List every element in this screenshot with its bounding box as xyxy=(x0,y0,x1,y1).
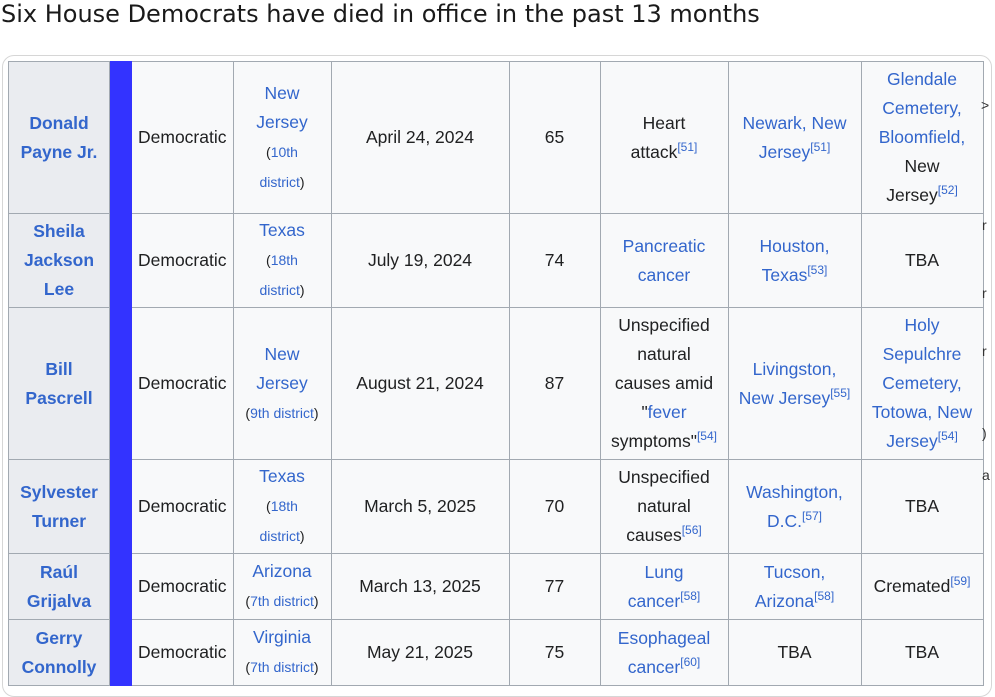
citation-link[interactable]: [55] xyxy=(830,385,851,400)
citation-link[interactable]: [51] xyxy=(677,139,698,154)
table-row xyxy=(9,460,984,554)
table-row xyxy=(9,62,984,214)
citation-link[interactable]: [60] xyxy=(680,654,701,669)
place-link[interactable]: Tucson, Arizona xyxy=(754,561,826,611)
burial-cell xyxy=(861,308,983,460)
citation-link[interactable]: [51] xyxy=(810,139,831,154)
place-of-death-cell: TBA xyxy=(728,620,861,686)
party-color-bar xyxy=(110,214,132,308)
member-name-cell[interactable]: Raúl Grijalva xyxy=(9,554,110,620)
age-cell: 77 xyxy=(509,554,600,620)
cropped-column-glyph: a xyxy=(982,467,990,483)
deaths-table xyxy=(8,61,984,686)
burial-cell: Cremated[59] xyxy=(861,554,983,620)
member-name-cell[interactable]: Sheila Jackson Lee xyxy=(9,214,110,308)
district-link[interactable]: 10th district xyxy=(259,143,300,190)
citation-link[interactable]: [58] xyxy=(814,588,835,603)
place-link[interactable]: Houston, Texas xyxy=(759,235,830,285)
date-of-death-cell: March 13, 2025 xyxy=(331,554,509,620)
age-cell: 87 xyxy=(509,308,600,460)
burial-cell: TBA xyxy=(861,620,983,686)
place-link[interactable]: Livingston, New Jersey xyxy=(738,358,837,408)
post-headline: Six House Democrats have died in office in the past 13 months xyxy=(1,0,760,28)
burial-link[interactable]: Holy Sepulchre Cemetery, Totowa, New Jersey xyxy=(871,315,973,451)
place-link[interactable]: Newark, New Jersey xyxy=(742,112,847,162)
party-cell: Democratic xyxy=(132,460,234,554)
place-link[interactable]: Washington, D.C. xyxy=(746,481,843,531)
cause-cell xyxy=(600,214,728,308)
state-district-cell: New Jersey (9th district) xyxy=(233,308,331,460)
district-link[interactable]: 9th district xyxy=(250,404,314,421)
cause-link[interactable]: Pancreatic cancer xyxy=(622,235,706,285)
member-name-cell[interactable]: Gerry Connolly xyxy=(9,620,110,686)
party-cell: Democratic xyxy=(132,214,234,308)
date-of-death-cell: May 21, 2025 xyxy=(331,620,509,686)
cause-link[interactable]: Esophageal cancer xyxy=(617,627,711,677)
district-link[interactable]: 7th district xyxy=(250,659,314,675)
cause-cell: Heart attack[51] xyxy=(600,62,728,214)
party-color-bar xyxy=(110,62,132,214)
member-name-cell[interactable]: Sylvester Turner xyxy=(9,460,110,554)
party-cell: Democratic xyxy=(132,62,234,214)
party-cell: Democratic xyxy=(132,620,234,686)
table-row xyxy=(9,214,984,308)
state-district-cell: Texas (18th district) xyxy=(233,214,331,308)
citation-link[interactable]: [54] xyxy=(937,429,958,444)
age-cell: 74 xyxy=(509,214,600,308)
cause-cell: Unspecified natural causes amid "fever symptoms"[54] xyxy=(600,308,728,460)
cropped-column-glyph: r xyxy=(982,217,987,233)
burial-link[interactable]: Glendale Cemetery, Bloomfield, xyxy=(878,69,966,147)
cause-cell xyxy=(600,554,728,620)
party-cell: Democratic xyxy=(132,308,234,460)
state-link[interactable]: Arizona xyxy=(252,561,312,581)
table-row xyxy=(9,308,984,460)
cropped-column-glyph: r xyxy=(982,285,987,301)
state-district-cell: Texas (18th district) xyxy=(233,460,331,554)
state-link[interactable]: Virginia xyxy=(252,627,312,647)
member-name-cell[interactable]: Bill Pascrell xyxy=(9,308,110,460)
party-color-bar xyxy=(110,554,132,620)
cause-cell: Unspecified natural causes[56] xyxy=(600,460,728,554)
burial-cell: TBA xyxy=(861,460,983,554)
citation-link[interactable]: [53] xyxy=(807,262,828,277)
state-district-cell: New Jersey (10th district) xyxy=(233,62,331,214)
cropped-column-glyph: > xyxy=(981,97,990,113)
burial-cell: Glendale Cemetery, Bloomfield, New Jersey[52] xyxy=(861,62,983,214)
burial-cell: TBA xyxy=(861,214,983,308)
place-of-death-cell xyxy=(728,62,861,214)
party-color-bar xyxy=(110,460,132,554)
state-link[interactable]: New Jersey xyxy=(256,343,308,393)
age-cell: 70 xyxy=(509,460,600,554)
cause-cell xyxy=(600,620,728,686)
date-of-death-cell: March 5, 2025 xyxy=(331,460,509,554)
age-cell: 65 xyxy=(509,62,600,214)
citation-link[interactable]: [58] xyxy=(680,588,701,603)
citation-link[interactable]: [52] xyxy=(937,183,958,198)
place-of-death-cell xyxy=(728,554,861,620)
citation-link[interactable]: [59] xyxy=(950,574,971,589)
cause-link[interactable]: Lung cancer xyxy=(627,561,684,611)
state-district-cell: Virginia (7th district) xyxy=(233,620,331,686)
age-cell: 75 xyxy=(509,620,600,686)
cropped-column-glyph: ) xyxy=(982,425,987,441)
district-link[interactable]: 18th district xyxy=(259,498,300,544)
citation-link[interactable]: [56] xyxy=(681,523,702,538)
place-of-death-cell xyxy=(728,460,861,554)
date-of-death-cell: August 21, 2024 xyxy=(331,308,509,460)
fever-link[interactable]: fever xyxy=(647,402,687,422)
table-row xyxy=(9,620,984,686)
district-link[interactable]: 7th district xyxy=(250,593,314,609)
state-link[interactable]: Texas xyxy=(259,466,305,486)
date-of-death-cell: April 24, 2024 xyxy=(331,62,509,214)
state-link[interactable]: Texas xyxy=(259,220,305,240)
party-cell: Democratic xyxy=(132,554,234,620)
place-of-death-cell xyxy=(728,214,861,308)
party-color-bar xyxy=(110,620,132,686)
state-district-cell: Arizona (7th district) xyxy=(233,554,331,620)
citation-link[interactable]: [57] xyxy=(801,508,822,523)
party-color-bar xyxy=(110,308,132,460)
citation-link[interactable]: [54] xyxy=(696,429,717,444)
cropped-column-glyph: r xyxy=(982,343,987,359)
state-link[interactable]: New Jersey xyxy=(256,82,308,132)
date-of-death-cell: July 19, 2024 xyxy=(331,214,509,308)
member-name-cell[interactable]: Donald Payne Jr. xyxy=(9,62,110,214)
table-screenshot-frame xyxy=(2,55,992,697)
district-link[interactable]: 18th district xyxy=(259,252,300,298)
table-row xyxy=(9,554,984,620)
place-of-death-cell xyxy=(728,308,861,460)
